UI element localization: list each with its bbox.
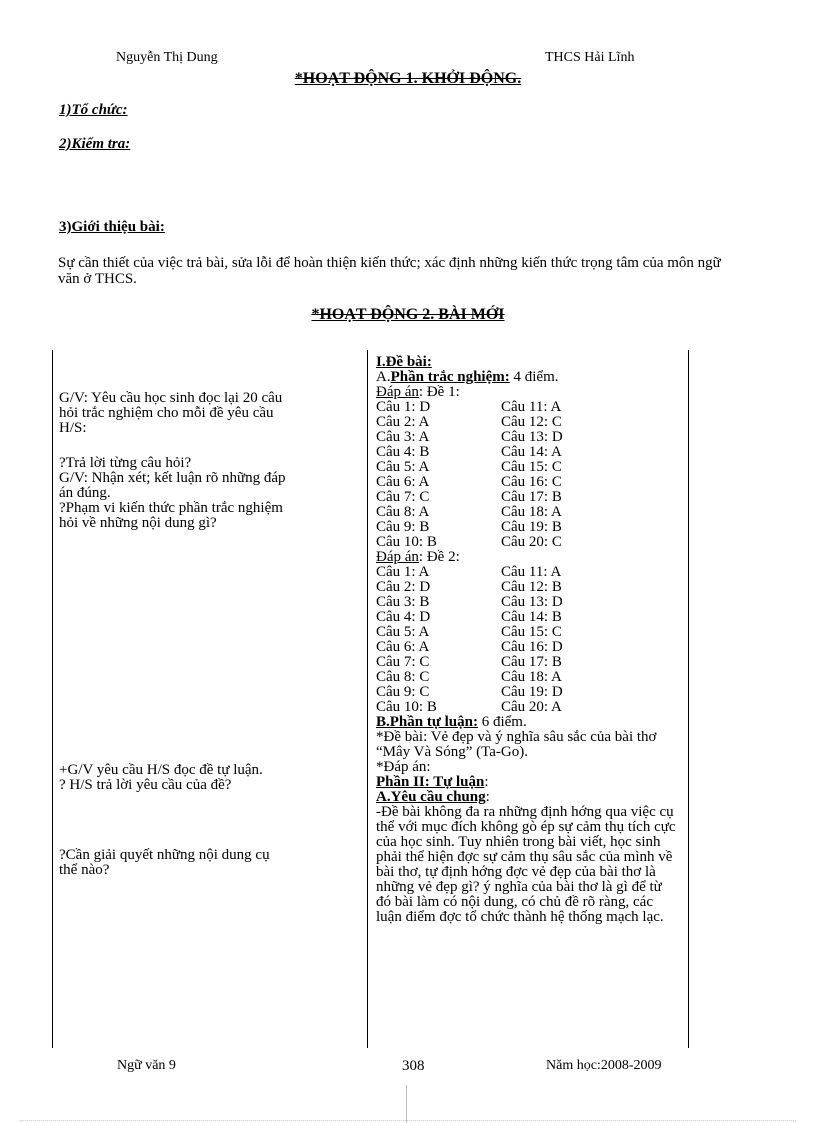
answer-right: Câu 17: B <box>501 654 562 670</box>
answer-key-2-list <box>376 565 688 715</box>
answer-row <box>376 700 688 715</box>
answer-left: Câu 10: B <box>376 699 437 715</box>
answer-row <box>376 535 688 550</box>
answer-row <box>376 640 688 655</box>
answer-row <box>376 610 688 625</box>
answer-right: Câu 11: A <box>501 399 562 415</box>
answer-key-1-list <box>376 400 688 550</box>
answer-right: Câu 11: A <box>501 564 562 580</box>
answer-left: Câu 2: A <box>376 414 430 430</box>
teacher-instruction-3: +G/V yêu cầu H/S đọc đề tự luận. ? H/S trả lời yêu cầu của đề? <box>59 762 263 793</box>
page-gutter-mark <box>406 1085 407 1123</box>
answer-row <box>376 505 688 520</box>
teacher-instruction-2: ?Trả lời từng câu hỏi? G/V: Nhận xét; kết luận rõ những đáp án đúng. ?Phạm vi kiến thức phần trắc nghiệm hỏi về những nội dung gì? <box>59 455 286 531</box>
page-number: 308 <box>402 1058 425 1074</box>
answer-column <box>376 355 688 925</box>
header-school: THCS Hải Lĩnh <box>545 50 635 65</box>
answer-right: Câu 13: D <box>501 594 563 610</box>
answer-row <box>376 565 688 580</box>
answer-left: Câu 9: B <box>376 519 430 535</box>
answer-left: Câu 6: A <box>376 639 430 655</box>
answer-left: Câu 2: D <box>376 579 431 595</box>
answer-left: Câu 4: D <box>376 609 431 625</box>
answer-right: Câu 20: C <box>501 534 562 550</box>
heading-activity-2: *HOẠT ĐỘNG 2. BÀI MỚI <box>311 306 505 323</box>
answer-row <box>376 670 688 685</box>
section-organization: 1)Tổ chức: <box>59 102 128 118</box>
exam-title: I.Đề bài: <box>376 354 432 370</box>
answer-right: Câu 15: C <box>501 459 562 475</box>
answer-left: Câu 1: D <box>376 399 431 415</box>
part-2-heading: Phần II: Tự luận: <box>376 774 489 790</box>
intro-paragraph: Sự cần thiết của việc trả bài, sửa lỗi để hoàn thiện kiến thức; xác định những kiến thức trọng tâm của môn ngữ văn ở THCS. <box>58 255 721 287</box>
answer-left: Câu 3: B <box>376 594 430 610</box>
answer-right: Câu 17: B <box>501 489 562 505</box>
answer-left: Câu 5: A <box>376 459 430 475</box>
page-edge <box>20 1120 796 1121</box>
section-introduction: 3)Giới thiệu bài: <box>59 219 165 235</box>
answer-right: Câu 16: D <box>501 639 563 655</box>
answer-left: Câu 8: C <box>376 669 430 685</box>
answer-right: Câu 18: A <box>501 669 562 685</box>
table-border-right <box>688 350 689 1048</box>
answer-key-1-heading: Đáp án: Đề 1: <box>376 384 460 400</box>
answer-row <box>376 490 688 505</box>
answer-right: Câu 12: B <box>501 579 562 595</box>
answer-left: Câu 3: A <box>376 429 430 445</box>
answer-row <box>376 685 688 700</box>
heading-activity-1: *HOẠT ĐỘNG 1. KHỞI ĐỘNG. <box>294 70 522 87</box>
footer-subject: Ngữ văn 9 <box>117 1058 176 1073</box>
answer-row <box>376 400 688 415</box>
answer-row <box>376 445 688 460</box>
answer-row <box>376 415 688 430</box>
answer-row <box>376 460 688 475</box>
table-border-left <box>52 350 53 1048</box>
answer-left: Câu 10: B <box>376 534 437 550</box>
answer-right: Câu 20: A <box>501 699 562 715</box>
part-b-heading: B.Phần tự luận: 6 điểm. <box>376 714 527 730</box>
answer-right: Câu 16: C <box>501 474 562 490</box>
answer-right: Câu 18: A <box>501 504 562 520</box>
answer-right: Câu 19: D <box>501 684 563 700</box>
part-b-topic: *Đề bài: Vẻ đẹp và ý nghĩa sâu sắc của bài thơ “Mây Và Sóng” (Ta-Go). <box>376 729 657 760</box>
answer-row <box>376 655 688 670</box>
header-author: Nguyễn Thị Dung <box>116 50 218 65</box>
answer-row <box>376 475 688 490</box>
answer-row <box>376 520 688 535</box>
table-border-middle <box>367 350 368 1048</box>
footer-school-year: Năm học:2008-2009 <box>546 1058 662 1073</box>
answer-row <box>376 580 688 595</box>
answer-left: Câu 1: A <box>376 564 430 580</box>
answer-right: Câu 12: C <box>501 414 562 430</box>
answer-heading: *Đáp án: <box>376 759 431 775</box>
part-a-heading: A.Phần trắc nghiệm: 4 điểm. <box>376 369 559 385</box>
teacher-instruction-1: G/V: Yêu cầu học sinh đọc lại 20 câu hỏi trắc nghiệm cho mỗi đề yêu cầu H/S: <box>59 390 283 436</box>
answer-key-2-heading: Đáp án: Đề 2: <box>376 549 460 565</box>
section-check: 2)Kiểm tra: <box>59 136 131 152</box>
answer-row <box>376 595 688 610</box>
answer-left: Câu 5: A <box>376 624 430 640</box>
answer-right: Câu 13: D <box>501 429 563 445</box>
answer-left: Câu 4: B <box>376 444 430 460</box>
answer-right: Câu 14: A <box>501 444 562 460</box>
answer-left: Câu 6: A <box>376 474 430 490</box>
teacher-instruction-4: ?Cần giải quyết những nội dung cụ thể nào? <box>59 847 270 878</box>
answer-right: Câu 19: B <box>501 519 562 535</box>
answer-left: Câu 8: A <box>376 504 430 520</box>
answer-left: Câu 7: C <box>376 489 430 505</box>
answer-row <box>376 625 688 640</box>
answer-left: Câu 9: C <box>376 684 430 700</box>
answer-right: Câu 15: C <box>501 624 562 640</box>
answer-row <box>376 430 688 445</box>
answer-right: Câu 14: B <box>501 609 562 625</box>
general-requirements-heading: A.Yêu cầu chung: <box>376 789 490 805</box>
answer-left: Câu 7: C <box>376 654 430 670</box>
general-requirements-text: -Đề bài không đa ra những định hớng qua việc cụ thể với mục đích không gò ép sự cảm thụ tích cực của học sinh. Tuy nhiên trong bài viết, học sinh phải thể hiện đợc sự cảm thụ sâu sắc của mình về bài thơ, tự định hớng đợc vẻ đẹp của bài thơ là những vẻ đẹp gì? ý nghĩa của bài thơ là gì để từ đó bài làm có nội dung, có chủ đề rõ ràng, các luận điểm đợc tổ chức thành hệ thống mạch lạc. <box>376 804 676 925</box>
